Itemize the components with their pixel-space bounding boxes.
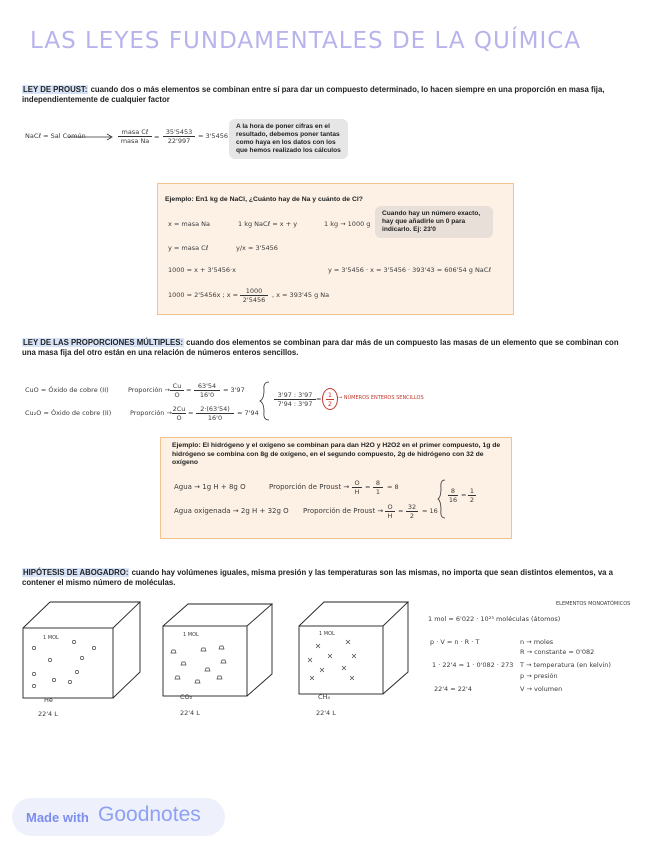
- arrow-icon: [66, 133, 116, 141]
- proust-formula-left: NaCℓ = Sal Común: [25, 132, 86, 140]
- circled-top: 1: [327, 391, 333, 399]
- ex-line4a: 1000 = 2'5456x ; x =: [168, 291, 239, 299]
- agua-frac-top: O: [352, 479, 362, 488]
- row2-left: Cu₂O = Óxido de cobre (II): [25, 409, 112, 417]
- page-title: LAS LEYES FUNDAMENTALES DE LA QUÍMICA: [30, 28, 582, 54]
- mol-note: ELEMENTOS MONOATÓMICOS: [556, 601, 631, 607]
- legend-n: n → moles: [520, 638, 554, 646]
- row1-result: = 3'97: [223, 386, 245, 394]
- proust-num-bottom: 22'997: [167, 137, 191, 145]
- ex-line4b: , x = 393'45 g Na: [272, 291, 330, 299]
- eq-sign: =: [186, 386, 192, 394]
- cube2-vol: 22'4 L: [180, 709, 200, 717]
- final-top2: 1: [469, 487, 475, 495]
- agua-frac: [352, 479, 362, 496]
- legend-p: p → presión: [520, 672, 558, 680]
- row1-num: [194, 382, 220, 399]
- avogadro-definition: [22, 568, 622, 588]
- row2-num: [196, 405, 234, 422]
- cube3-mol: 1 MOL: [319, 631, 335, 637]
- badge-brand: Goodnotes: [98, 803, 201, 826]
- ex-line1b: 1 kg NaCℓ = x + y: [238, 220, 298, 228]
- avogadro-label: HIPÓTESIS DE ABOGADRO:: [23, 568, 129, 577]
- multiples-definition: [22, 338, 622, 358]
- proust-num-top: 35'5453: [163, 128, 195, 137]
- agua-line: Agua → 1g H + 8g O: [174, 483, 246, 491]
- row2-mid: Proporción →: [130, 409, 172, 417]
- oxi-val-bottom: 2: [409, 512, 415, 520]
- agua-val: [373, 479, 383, 496]
- agua-prop: Proporción de Proust →: [269, 483, 350, 491]
- badge-made-with: Made with: [26, 810, 89, 825]
- ex-frac-bottom: 2'5456: [242, 296, 266, 304]
- final-frac: [448, 487, 458, 504]
- row1-num-top: 63'54: [194, 382, 220, 391]
- ex-line2a: y = masa Cℓ: [168, 244, 209, 252]
- red-note: → NÚMEROS ENTEROS SENCILLOS: [338, 395, 424, 401]
- row2-ratio-top: 2Cu: [172, 405, 186, 413]
- row1-num-bottom: 16'0: [199, 391, 215, 399]
- eq-sign: =: [365, 483, 371, 491]
- avogadro-text: cuando hay volúmenes iguales, misma presión y las temperaturas son las mismas, no importa que sean distintos elementos, va a contener el mismo número de moléculas.: [22, 568, 613, 587]
- ex-line2b: y/x = 3'5456: [236, 244, 278, 252]
- row1-left: CuO = Óxido de cobre (II): [25, 386, 109, 394]
- row2-num-top: 2·(63'54): [196, 405, 234, 414]
- cube2-gas: CO₂: [180, 693, 193, 701]
- ex-line1a: x = masa Na: [168, 220, 211, 228]
- circled-bottom: 2: [327, 400, 333, 408]
- final-line: 22'4 = 22'4: [434, 685, 472, 693]
- agua-val-bottom: 1: [375, 488, 381, 496]
- oxi-frac-bottom: H: [387, 512, 393, 520]
- agua-frac-bottom: H: [354, 488, 360, 496]
- calc-line: 1 · 22'4 = 1 · 0'082 · 273: [432, 661, 514, 669]
- eq-sign: =: [316, 395, 322, 403]
- calc-block: [274, 391, 316, 408]
- row2-ratio: [172, 405, 186, 422]
- eq-sign: =: [154, 133, 160, 141]
- oxi-frac: [385, 503, 395, 520]
- oxi-val-top: 32: [407, 503, 417, 511]
- legend-V: V → volumen: [520, 685, 563, 693]
- row1-ratio-bottom: O: [174, 391, 180, 399]
- cube1-gas: He: [44, 696, 53, 704]
- circled-ratio: [322, 388, 338, 410]
- calc-bottom: 7'94 : 3'97: [277, 400, 313, 408]
- multiples-label: LEY DE LAS PROPORCIONES MÚLTIPLES:: [23, 338, 183, 347]
- proust-label: LEY DE PROUST:: [23, 85, 88, 94]
- multiples-text: cuando dos elementos se combinan para dar más de un compuesto las masas de un elemento que se combinan con una masa fija del otro están en una relación de números enteros sencillos.: [22, 338, 619, 357]
- oxi-res: = 16: [422, 507, 438, 515]
- proust-ratio: [118, 128, 152, 145]
- proust-ratio-bottom: masa Na: [120, 137, 150, 145]
- final-top: 8: [448, 487, 458, 496]
- legend-R: R → constante = 0'082: [520, 648, 595, 656]
- oxi-prop: Proporción de Proust →: [303, 507, 384, 515]
- row1-ratio-top: Cu: [170, 382, 184, 391]
- cube1-mol: 1 MOL: [43, 635, 59, 641]
- ex-fraction: [240, 287, 268, 304]
- eq-sign: =: [188, 409, 194, 417]
- cube3-vol: 22'4 L: [316, 709, 336, 717]
- final-bottom2: 2: [469, 496, 475, 504]
- row2-ratio-bottom: O: [176, 414, 182, 422]
- cube3-gas: CH₄: [318, 693, 331, 701]
- final-bottom: 16: [448, 496, 458, 504]
- cube-he: [22, 600, 144, 702]
- pv-line: p · V = n · R · T: [430, 638, 480, 646]
- oxi-line: Agua oxigenada → 2g H + 32g O: [174, 507, 289, 515]
- final-frac2: [468, 487, 476, 504]
- ex-frac-top: 1000: [240, 287, 268, 296]
- row1-mid: Proporción →: [128, 386, 170, 394]
- proust-result: = 3'5456: [198, 132, 228, 140]
- proust-numbers: [163, 128, 195, 145]
- ex-line3b: y = 3'5456 · x = 3'5456 · 393'43 = 606'54 g NaCℓ: [328, 266, 492, 274]
- multiples-example-text: Ejemplo: El hidrógeno y el oxígeno se combinan para dan H2O y H2O2 en el primer compuesto, 1g de hidrógeno se combina con 8g de oxígeno, en el segundo compuesto, 2g de hidrógeno con 32 de oxígeno: [172, 442, 501, 466]
- proust-ratio-top: masa Cℓ: [118, 128, 152, 137]
- mol-line: 1 mol = 6'022 · 10²³ moléculas (átomos): [428, 615, 561, 623]
- agua-res: = 8: [387, 483, 399, 491]
- brace-icon: [259, 380, 271, 422]
- proust-example-title: Ejemplo: En1 kg de NaCl, ¿Cuánto hay de Na y cuánto de Cl?: [165, 196, 363, 203]
- cube-ch4: [298, 600, 410, 698]
- proust-example-note: Cuando hay un número exacto, hay que añadirle un 0 para indicarlo. Ej: 23'0: [375, 206, 493, 238]
- proust-definition: [22, 85, 622, 105]
- agua-val-top: 8: [373, 479, 383, 488]
- ex-line1c: 1 kg → 1000 g: [324, 220, 371, 228]
- row2-result: = 7'94: [237, 409, 259, 417]
- ex-line3a: 1000 = x + 3'5456·x: [168, 266, 236, 274]
- row2-num-bottom: 16'0: [207, 414, 223, 422]
- cube1-vol: 22'4 L: [38, 710, 58, 718]
- oxi-frac-top: O: [385, 503, 395, 512]
- final-eq: =: [461, 491, 467, 499]
- brace-icon: [437, 478, 447, 520]
- oxi-val: [406, 503, 418, 520]
- legend-T: T → temperatura (en kelvin): [520, 661, 611, 669]
- row1-ratio: [170, 382, 184, 399]
- proust-text: cuando dos o más elementos se combinan entre sí para dar un compuesto determinado, lo hacen siempre en una proporción en masa fija, independientemente de cualquier factor: [22, 85, 605, 104]
- proust-note: A la hora de poner cifras en el resultado, debemos poner tantas como haya en los datos con los que hemos realizado los cálculos: [229, 119, 348, 159]
- eq-sign: =: [398, 507, 404, 515]
- calc-top: 3'97 : 3'97: [274, 391, 316, 400]
- cube-co2: [162, 602, 274, 700]
- cube2-mol: 1 MOL: [183, 632, 199, 638]
